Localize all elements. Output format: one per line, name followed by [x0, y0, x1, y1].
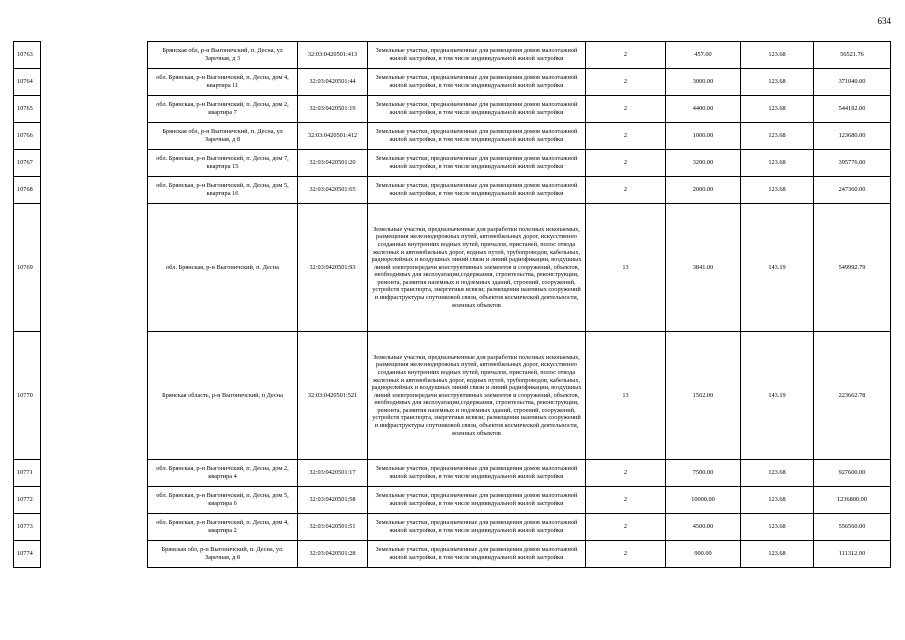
spacer-cell — [41, 123, 148, 150]
spacer-cell — [41, 42, 148, 69]
cadastral-value-cell: 111312.00 — [814, 541, 891, 568]
table-row — [14, 123, 891, 150]
land-use-purpose-cell: Земельные участки, предназначенные для разработки полезных ископаемых, размещения железнодорожных путей, автомобильных дорог, искусственно созданных внутренних водных путей, причалов, пристаней, полос отвода железных и автомобильных дорог, водных путей, трубопроводов, кабельных, радиорелейных и воздушных линий связи и линий радиофикации, воздушных линий электропередачи конструктивных элементов и сооружений, объектов, необходимых для эксплуатации,содержания, строительства, реконструкции, ремонта, развития наземных и подземных зданий, строений, сооружений, устройств транспорта, энергетики исвязи; размещения наземных сооружений и инфраструктуры спутниковой связи, объектов космической деятельности, военных объектов — [368, 332, 586, 460]
rate-cell: 123.68 — [741, 150, 814, 177]
cadastral-value-cell: 395776.00 — [814, 150, 891, 177]
rate-cell: 143.19 — [741, 204, 814, 332]
cadastral-number-cell: 32:03:0420501:413 — [298, 42, 368, 69]
spacer-cell — [41, 514, 148, 541]
cadastral-register-table — [13, 41, 891, 568]
row-number: 10770 — [14, 332, 41, 460]
spacer-cell — [41, 460, 148, 487]
spacer-cell — [41, 177, 148, 204]
spacer-cell — [41, 541, 148, 568]
table-row — [14, 42, 891, 69]
cadastral-number-cell: 32:03:0420501:44 — [298, 69, 368, 96]
row-number: 10765 — [14, 96, 41, 123]
spacer-cell — [41, 204, 148, 332]
row-number: 10768 — [14, 177, 41, 204]
group-cell: 2 — [586, 150, 666, 177]
rate-cell: 123.68 — [741, 42, 814, 69]
rate-cell: 123.68 — [741, 96, 814, 123]
cadastral-number-cell: 32:03:0420501:412 — [298, 123, 368, 150]
group-cell: 2 — [586, 514, 666, 541]
cadastral-value-cell: 556560.00 — [814, 514, 891, 541]
cadastral-number-cell: 32:03:0420501:521 — [298, 332, 368, 460]
table-row — [14, 332, 891, 460]
table-row — [14, 177, 891, 204]
land-use-purpose-cell: Земельные участки, предназначенные для размещения домов малоэтажной жилой застройки, в том числе индивидуальной жилой застройки — [368, 150, 586, 177]
rate-cell: 123.68 — [741, 460, 814, 487]
address-cell: обл. Брянская, р-н Выгоничский, п. Десна, дом 2, квартира 4 — [148, 460, 298, 487]
address-cell: обл. Брянская, р-н Выгоничский, п. Десна — [148, 204, 298, 332]
address-cell: Брянская обл, р-н Выгоничский, п. Десна, ул Заречная, д 3 — [148, 42, 298, 69]
land-use-purpose-cell: Земельные участки, предназначенные для размещения домов малоэтажной жилой застройки, в том числе индивидуальной жилой застройки — [368, 541, 586, 568]
cadastral-number-cell: 32:03:0420501:51 — [298, 514, 368, 541]
table-row — [14, 514, 891, 541]
group-cell: 13 — [586, 204, 666, 332]
cadastral-value-cell: 247360.00 — [814, 177, 891, 204]
cadastral-value-cell: 56521.76 — [814, 42, 891, 69]
cadastral-number-cell: 32:03:0420501:17 — [298, 460, 368, 487]
area-cell: 1000.00 — [666, 123, 741, 150]
cadastral-number-cell: 32:03:0420501:28 — [298, 541, 368, 568]
rate-cell: 123.68 — [741, 69, 814, 96]
group-cell: 2 — [586, 123, 666, 150]
row-number: 10766 — [14, 123, 41, 150]
spacer-cell — [41, 69, 148, 96]
cadastral-number-cell: 32:03:0420501:58 — [298, 487, 368, 514]
cadastral-number-cell: 32:03:0420501:19 — [298, 96, 368, 123]
address-cell: обл. Брянская, р-н Выгоничский, п. Десна, дом 5, квартира 16 — [148, 177, 298, 204]
table-row — [14, 150, 891, 177]
group-cell: 2 — [586, 96, 666, 123]
cadastral-value-cell: 549992.79 — [814, 204, 891, 332]
land-use-purpose-cell: Земельные участки, предназначенные для размещения домов малоэтажной жилой застройки, в том числе индивидуальной жилой застройки — [368, 42, 586, 69]
table-row — [14, 541, 891, 568]
cadastral-number-cell: 32:03:0420501:65 — [298, 177, 368, 204]
address-cell: Брянская обл, р-н Выгоничский, п. Десна, ул. Заречная, д 8 — [148, 541, 298, 568]
rate-cell: 123.68 — [741, 177, 814, 204]
area-cell: 457.00 — [666, 42, 741, 69]
row-number: 10763 — [14, 42, 41, 69]
address-cell: обл. Брянская, р-н Выгоничский, п. Десна, дом 7, квартира 15 — [148, 150, 298, 177]
area-cell: 7500.00 — [666, 460, 741, 487]
area-cell: 3000.00 — [666, 69, 741, 96]
cadastral-value-cell: 927600.00 — [814, 460, 891, 487]
table-row — [14, 487, 891, 514]
land-use-purpose-cell: Земельные участки, предназначенные для размещения домов малоэтажной жилой застройки, в том числе индивидуальной жилой застройки — [368, 177, 586, 204]
rate-cell: 143.19 — [741, 332, 814, 460]
spacer-cell — [41, 332, 148, 460]
group-cell: 2 — [586, 69, 666, 96]
cadastral-value-cell: 544192.00 — [814, 96, 891, 123]
land-use-purpose-cell: Земельные участки, предназначенные для размещения домов малоэтажной жилой застройки, в том числе индивидуальной жилой застройки — [368, 123, 586, 150]
land-use-purpose-cell: Земельные участки, предназначенные для размещения домов малоэтажной жилой застройки, в том числе индивидуальной жилой застройки — [368, 460, 586, 487]
table-row — [14, 460, 891, 487]
area-cell: 4500.00 — [666, 514, 741, 541]
address-cell: обл. Брянская, р-н Выгоничский, п. Десна, дом 2, квартира 7 — [148, 96, 298, 123]
cadastral-number-cell: 32:03:0420501:93 — [298, 204, 368, 332]
row-number: 10771 — [14, 460, 41, 487]
spacer-cell — [41, 96, 148, 123]
cadastral-value-cell: 371040.00 — [814, 69, 891, 96]
group-cell: 2 — [586, 487, 666, 514]
group-cell: 2 — [586, 460, 666, 487]
row-number: 10764 — [14, 69, 41, 96]
row-number: 10769 — [14, 204, 41, 332]
rate-cell: 123.68 — [741, 123, 814, 150]
page-number: 634 — [877, 16, 891, 26]
land-use-purpose-cell: Земельные участки, предназначенные для размещения домов малоэтажной жилой застройки, в том числе индивидуальной жилой застройки — [368, 96, 586, 123]
cadastral-value-cell: 223662.78 — [814, 332, 891, 460]
table-row — [14, 69, 891, 96]
cadastral-value-cell: 1236800.00 — [814, 487, 891, 514]
rate-cell: 123.68 — [741, 541, 814, 568]
area-cell: 3200.00 — [666, 150, 741, 177]
land-use-purpose-cell: Земельные участки, предназначенные для разработки полезных ископаемых, размещения железнодорожных путей, автомобильных дорог, искусственно созданных внутренних водных путей, причалов, пристаней, полос отвода железных и автомобильных дорог, водных путей, трубопроводов, кабельных, радиорелейных и воздушных линий связи и линий радиофикации, воздушных линий электропередачи конструктивных элементов и сооружений, объектов, необходимых для эксплуатации,содержания, строительства, реконструкции, ремонта, развития наземных и подземных зданий, строений, сооружений, устройств транспорта, энергетики исвязи; размещения наземных сооружений и инфраструктуры спутниковой связи, объектов космической деятельности, военных объектов — [368, 204, 586, 332]
rate-cell: 123.68 — [741, 514, 814, 541]
table-row — [14, 204, 891, 332]
area-cell: 900.00 — [666, 541, 741, 568]
spacer-cell — [41, 487, 148, 514]
address-cell: Брянская обл, р-н Выгоничский, п. Десна, ул Заречная, д 8 — [148, 123, 298, 150]
area-cell: 2000.00 — [666, 177, 741, 204]
address-cell: обл. Брянская, р-н Выгоничский, п. Десна, дом 5, квартира 6 — [148, 487, 298, 514]
cadastral-number-cell: 32:03:0420501:20 — [298, 150, 368, 177]
address-cell: обл. Брянская, р-н Выгоничский, п. Десна, дом 4, квартира 11 — [148, 69, 298, 96]
spacer-cell — [41, 150, 148, 177]
land-use-purpose-cell: Земельные участки, предназначенные для размещения домов малоэтажной жилой застройки, в том числе индивидуальной жилой застройки — [368, 69, 586, 96]
group-cell: 2 — [586, 541, 666, 568]
area-cell: 10000.00 — [666, 487, 741, 514]
land-use-purpose-cell: Земельные участки, предназначенные для размещения домов малоэтажной жилой застройки, в том числе индивидуальной жилой застройки — [368, 487, 586, 514]
table-row — [14, 96, 891, 123]
address-cell: обл. Брянская, р-н Выгоничский, п. Десна, дом 4, квартира 2 — [148, 514, 298, 541]
area-cell: 4400.00 — [666, 96, 741, 123]
rate-cell: 123.68 — [741, 487, 814, 514]
row-number: 10772 — [14, 487, 41, 514]
group-cell: 2 — [586, 177, 666, 204]
row-number: 10767 — [14, 150, 41, 177]
area-cell: 3841.00 — [666, 204, 741, 332]
group-cell: 13 — [586, 332, 666, 460]
row-number: 10774 — [14, 541, 41, 568]
cadastral-value-cell: 123680.00 — [814, 123, 891, 150]
address-cell: Брянская область, р-н Выгоничский, п Десна — [148, 332, 298, 460]
land-use-purpose-cell: Земельные участки, предназначенные для размещения домов малоэтажной жилой застройки, в том числе индивидуальной жилой застройки — [368, 514, 586, 541]
area-cell: 1562.00 — [666, 332, 741, 460]
group-cell: 2 — [586, 42, 666, 69]
row-number: 10773 — [14, 514, 41, 541]
